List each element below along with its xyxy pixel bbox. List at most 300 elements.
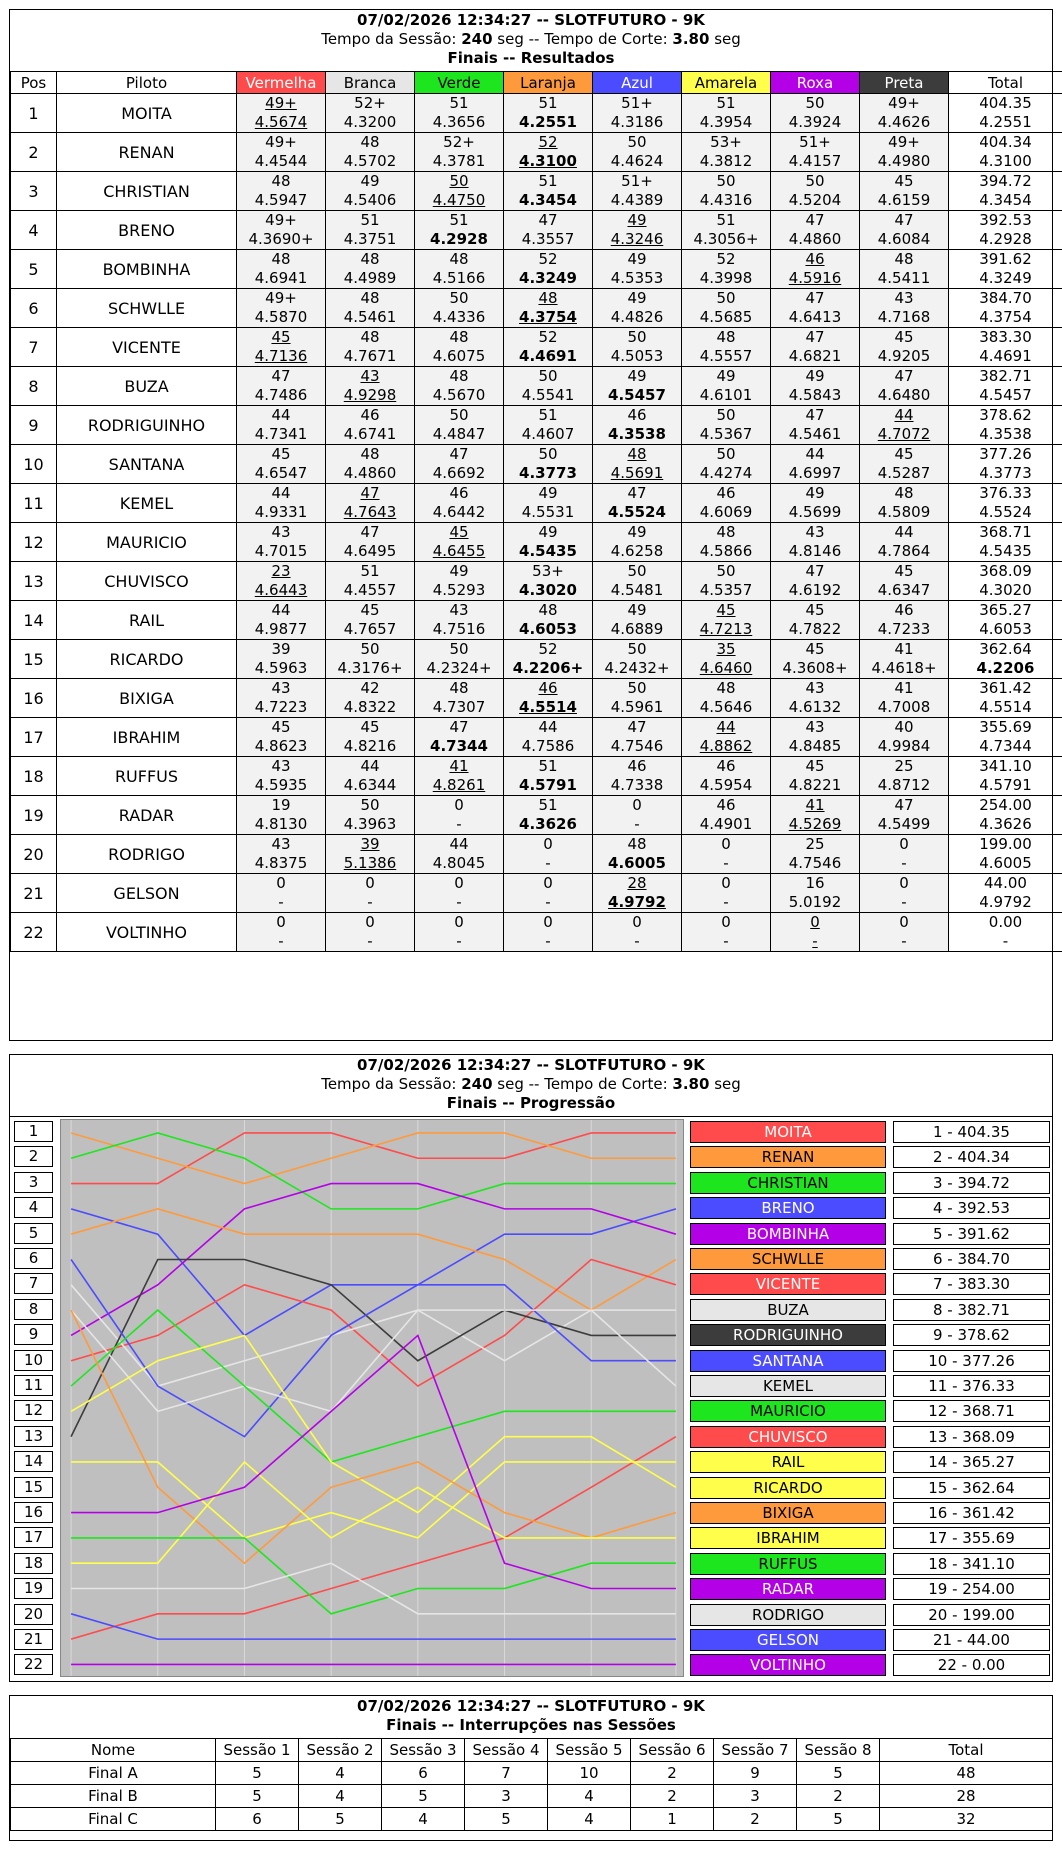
lane-cell [415, 406, 504, 445]
laps-value: 48 [716, 679, 736, 697]
lane-cell [237, 211, 326, 250]
best-lap-value: 4.4750 [432, 191, 486, 209]
laps-value: 51+ [621, 94, 653, 112]
best-lap-value: 4.6075 [432, 347, 486, 365]
total-cell [949, 328, 1062, 367]
total-cell [949, 718, 1062, 757]
lane-cell [860, 874, 949, 913]
best-lap-value: 4.4618+ [871, 659, 937, 677]
best-lap-value: 4.5053 [610, 347, 664, 365]
legend-score: 22 - 0.00 [893, 1654, 1050, 1676]
pos-cell: 16 [11, 679, 57, 718]
lane-cell [593, 250, 682, 289]
pos-cell: 6 [11, 289, 57, 328]
legend-score: 21 - 44.00 [893, 1629, 1050, 1651]
best-lap-value: 4.3020 [519, 581, 577, 599]
best-lap-value: 4.5699 [788, 503, 842, 521]
total-cell [949, 913, 1062, 952]
best-lap-value: 4.7072 [877, 425, 931, 443]
legend-pilot: SCHWLLE [690, 1248, 886, 1270]
total-cell [949, 796, 1062, 835]
total-cell [949, 640, 1062, 679]
legend-score: 3 - 394.72 [893, 1172, 1050, 1194]
best-lap-value: 4.4847 [432, 425, 486, 443]
laps-value: 0 [276, 913, 286, 931]
int-cell: 4 [382, 1808, 465, 1831]
legend-score: 12 - 368.71 [893, 1400, 1050, 1422]
lane-cell [415, 835, 504, 874]
best-lap-value: 4.7223 [254, 698, 308, 716]
laps-value: 51 [538, 406, 558, 424]
pilot-cell: RICARDO [57, 640, 237, 679]
lane-cell [326, 601, 415, 640]
lane-cell [326, 289, 415, 328]
legend-pilot: KEMEL [690, 1375, 886, 1397]
datetime: 07/02/2026 12:34:27 [357, 11, 532, 29]
pilot-cell: RADAR [57, 796, 237, 835]
progression-panel [9, 1054, 1053, 1682]
best-lap-value: 5.0192 [788, 893, 842, 911]
int-cell: 4 [299, 1762, 382, 1785]
lane-cell [326, 172, 415, 211]
best-lap-value: 4.5461 [788, 425, 842, 443]
best-lap-value: 4.5481 [610, 581, 664, 599]
best-lap-value: 4.7864 [877, 542, 931, 560]
lane-cell [771, 523, 860, 562]
total-best-lap: 4.3100 [979, 152, 1032, 170]
lane-cell [593, 562, 682, 601]
total-points: 404.34 [979, 133, 1032, 151]
pos-cell: 3 [11, 172, 57, 211]
laps-value: 47 [360, 523, 380, 541]
lane-cell [593, 835, 682, 874]
laps-value: 45 [805, 757, 825, 775]
total-best-lap: - [1002, 932, 1009, 950]
total-points: 199.00 [979, 835, 1032, 853]
table-row [11, 835, 1062, 874]
int-cell: 4 [548, 1808, 631, 1831]
pilot-cell: RENAN [57, 133, 237, 172]
best-lap-value: 4.7657 [343, 620, 397, 638]
best-lap-value: 4.3812 [699, 152, 753, 170]
lane-cell [415, 172, 504, 211]
total-best-lap: 4.2928 [979, 230, 1032, 248]
lane-cell [593, 523, 682, 562]
lane-cell [326, 718, 415, 757]
best-lap-value: - [367, 893, 373, 911]
lane-cell [682, 874, 771, 913]
lane-cell [860, 796, 949, 835]
lane-cell [771, 796, 860, 835]
lane-cell [593, 913, 682, 952]
table-row [11, 523, 1062, 562]
interruptions-subtitle: Interrupções nas Sessões [459, 1716, 676, 1734]
laps-value: 50 [449, 640, 469, 658]
position-label: 19 [14, 1578, 53, 1599]
lane-cell [771, 601, 860, 640]
lane-cell [771, 328, 860, 367]
total-best-lap: 4.7344 [979, 737, 1032, 755]
legend-pilot: BUZA [690, 1299, 886, 1321]
laps-value: 0 [454, 913, 464, 931]
laps-value: 51 [538, 796, 558, 814]
best-lap-value: 4.6132 [788, 698, 842, 716]
interruptions-header-row [11, 1739, 1053, 1762]
legend-score: 7 - 383.30 [893, 1273, 1050, 1295]
total-cell [949, 211, 1062, 250]
int-cell: 5 [797, 1762, 880, 1785]
best-lap-value: 4.7015 [254, 542, 308, 560]
lane-cell [237, 679, 326, 718]
lane-cell [593, 757, 682, 796]
laps-value: 48 [271, 250, 291, 268]
best-lap-value: 4.8623 [254, 737, 308, 755]
laps-value: 47 [805, 289, 825, 307]
pilot-cell: KEMEL [57, 484, 237, 523]
lane-cell [415, 796, 504, 835]
legend-pilot: BRENO [690, 1197, 886, 1219]
int-cell: 5 [465, 1808, 548, 1831]
total-best-lap: 4.3454 [979, 191, 1032, 209]
laps-value: 45 [894, 562, 914, 580]
total-best-lap: 4.6005 [979, 854, 1032, 872]
pilot-cell: SCHWLLE [57, 289, 237, 328]
laps-value: 50 [627, 562, 647, 580]
best-lap-value: 4.5961 [610, 698, 664, 716]
results-subtitle: Resultados [520, 49, 615, 67]
legend-score: 4 - 392.53 [893, 1197, 1050, 1219]
total-best-lap: 4.5435 [979, 542, 1032, 560]
best-lap-value: 4.6084 [877, 230, 931, 248]
lane-cell [860, 718, 949, 757]
pos-cell: 10 [11, 445, 57, 484]
lane-cell [237, 523, 326, 562]
int-cell: 5 [216, 1785, 299, 1808]
lane-cell [593, 328, 682, 367]
legend-score: 18 - 341.10 [893, 1553, 1050, 1575]
lane-cell [415, 523, 504, 562]
best-lap-value: 4.5435 [519, 542, 577, 560]
best-lap-value: - [723, 893, 729, 911]
laps-value: 45 [271, 445, 291, 463]
best-lap-value: 4.3781 [432, 152, 486, 170]
pilot-progress-line [71, 1614, 676, 1639]
laps-value: 49 [627, 250, 647, 268]
lane-cell [326, 367, 415, 406]
lane-cell [682, 757, 771, 796]
total-cell [949, 133, 1062, 172]
lane-cell [237, 406, 326, 445]
int-header-cell: Sessão 4 [465, 1739, 548, 1762]
best-lap-value: - [634, 815, 640, 833]
best-lap-value: 4.6192 [788, 581, 842, 599]
int-header-cell: Sessão 7 [714, 1739, 797, 1762]
lane-cell [682, 445, 771, 484]
int-cell: 3 [714, 1785, 797, 1808]
laps-value: 46 [360, 406, 380, 424]
pilot-cell: RODRIGO [57, 835, 237, 874]
lane-cell [682, 211, 771, 250]
total-cell [949, 757, 1062, 796]
pos-cell: 12 [11, 523, 57, 562]
legend-pilot: RODRIGO [690, 1604, 886, 1626]
laps-value: 49 [805, 484, 825, 502]
int-cell: 2 [631, 1785, 714, 1808]
pilot-progress-line [71, 1133, 676, 1184]
total-best-lap: 4.3754 [979, 308, 1032, 326]
lane-cell [415, 328, 504, 367]
total-points: 362.64 [979, 640, 1032, 658]
laps-value: 46 [538, 679, 558, 697]
laps-value: 50 [627, 133, 647, 151]
best-lap-value: 4.3249 [519, 269, 577, 287]
total-points: 254.00 [979, 796, 1032, 814]
best-lap-value: - [545, 932, 551, 950]
table-row [11, 406, 1062, 445]
laps-value: 47 [271, 367, 291, 385]
laps-value: 52+ [354, 94, 386, 112]
laps-value: 47 [538, 211, 558, 229]
lane-cell [860, 289, 949, 328]
lane-cell [771, 172, 860, 211]
total-points: 377.26 [979, 445, 1032, 463]
lane-cell [326, 562, 415, 601]
laps-value: 51 [538, 757, 558, 775]
lane-cell [771, 757, 860, 796]
lane-cell [415, 640, 504, 679]
lane-cell [504, 211, 593, 250]
lane-cell [237, 328, 326, 367]
laps-value: 44 [894, 406, 914, 424]
legend-score: 8 - 382.71 [893, 1299, 1050, 1321]
lane-cell [771, 445, 860, 484]
laps-value: 49 [716, 367, 736, 385]
lane-cell [860, 367, 949, 406]
best-lap-value: 4.4557 [343, 581, 397, 599]
total-best-lap: 4.9792 [979, 893, 1032, 911]
laps-value: 0 [365, 913, 375, 931]
total-points: 391.62 [979, 250, 1032, 268]
legend-score: 15 - 362.64 [893, 1477, 1050, 1499]
laps-value: 51 [538, 94, 558, 112]
results-header: 07/02/2026 12:34:27 -- SLOTFUTURO - 9K Tempo da Sessão: 240 seg -- Tempo de Corte: 3.80 seg Finais -- Resultados [321, 11, 741, 67]
lane-cell [326, 484, 415, 523]
position-label: 2 [14, 1146, 53, 1167]
best-lap-value: - [456, 893, 462, 911]
total-points: 383.30 [979, 328, 1032, 346]
lane-cell [682, 523, 771, 562]
int-header-cell: Sessão 8 [797, 1739, 880, 1762]
best-lap-value: 4.5457 [608, 386, 666, 404]
position-label: 12 [14, 1400, 53, 1421]
lane-cell [415, 133, 504, 172]
lane-cell [771, 250, 860, 289]
position-label: 20 [14, 1604, 53, 1625]
laps-value: 50 [716, 445, 736, 463]
laps-value: 0 [899, 913, 909, 931]
best-lap-value: 4.3176+ [337, 659, 403, 677]
best-lap-value: 4.8322 [343, 698, 397, 716]
lane-cell [415, 367, 504, 406]
col-pilot: Piloto [57, 72, 237, 94]
best-lap-value: 4.7136 [254, 347, 308, 365]
interruptions-header: 07/02/2026 12:34:27 -- SLOTFUTURO - 9K Finais -- Interrupções nas Sessões [357, 1697, 705, 1734]
best-lap-value: 4.5935 [254, 776, 308, 794]
lane-cell [682, 94, 771, 133]
best-lap-value: 4.4389 [610, 191, 664, 209]
lane-cell [504, 835, 593, 874]
laps-value: 44 [271, 406, 291, 424]
best-lap-value: 4.8146 [788, 542, 842, 560]
laps-value: 0 [632, 913, 642, 931]
laps-value: 49 [627, 289, 647, 307]
legend-score: 13 - 368.09 [893, 1426, 1050, 1448]
laps-value: 45 [894, 445, 914, 463]
laps-value: 39 [271, 640, 291, 658]
total-points: 368.71 [979, 523, 1032, 541]
table-row [11, 913, 1062, 952]
best-lap-value: - [367, 932, 373, 950]
best-lap-value: 4.8485 [788, 737, 842, 755]
legend-pilot: MAURICIO [690, 1400, 886, 1422]
laps-value: 49+ [265, 211, 297, 229]
best-lap-value: 4.5514 [519, 698, 577, 716]
best-lap-value: 4.2928 [430, 230, 488, 248]
int-cell: Final A [11, 1762, 216, 1785]
lane-cell [415, 718, 504, 757]
lane-cell [593, 679, 682, 718]
best-lap-value: 4.3626 [519, 815, 577, 833]
best-lap-value: 4.5461 [343, 308, 397, 326]
total-best-lap: 4.3020 [979, 581, 1032, 599]
laps-value: 48 [449, 250, 469, 268]
legend-pilot: IBRAHIM [690, 1527, 886, 1549]
pilot-cell: RODRIGUINHO [57, 406, 237, 445]
laps-value: 49 [449, 562, 469, 580]
table-row [11, 874, 1062, 913]
best-lap-value: 4.6495 [343, 542, 397, 560]
laps-value: 51+ [799, 133, 831, 151]
laps-value: 43 [805, 523, 825, 541]
position-label: 18 [14, 1553, 53, 1574]
lane-cell [326, 211, 415, 250]
lane-cell [504, 640, 593, 679]
lane-cell [504, 328, 593, 367]
best-lap-value: 4.7822 [788, 620, 842, 638]
laps-value: 16 [805, 874, 825, 892]
laps-value: 49+ [888, 133, 920, 151]
total-best-lap: 4.6053 [979, 620, 1032, 638]
lane-cell [415, 913, 504, 952]
total-points: 392.53 [979, 211, 1032, 229]
position-label: 10 [14, 1350, 53, 1371]
laps-value: 45 [894, 172, 914, 190]
best-lap-value: 4.5353 [610, 269, 664, 287]
best-lap-value: 4.5524 [608, 503, 666, 521]
col-pos: Pos [11, 72, 57, 94]
best-lap-value: 4.5870 [254, 308, 308, 326]
lane-cell [237, 562, 326, 601]
lane-cell [682, 289, 771, 328]
pilot-cell: BUZA [57, 367, 237, 406]
laps-value: 50 [805, 94, 825, 112]
best-lap-value: 4.3998 [699, 269, 753, 287]
legend-pilot: GELSON [690, 1629, 886, 1651]
best-lap-value: 4.4989 [343, 269, 397, 287]
laps-value: 43 [805, 679, 825, 697]
total-best-lap: 4.4691 [979, 347, 1032, 365]
best-lap-value: 4.5670 [432, 386, 486, 404]
total-points: 404.35 [979, 94, 1032, 112]
laps-value: 48 [538, 601, 558, 619]
laps-value: 0 [721, 835, 731, 853]
laps-value: 47 [894, 367, 914, 385]
laps-value: 25 [805, 835, 825, 853]
legend-pilot: BIXIGA [690, 1502, 886, 1524]
laps-value: 0 [810, 913, 820, 931]
laps-value: 45 [805, 601, 825, 619]
laps-value: 49 [627, 523, 647, 541]
lane-cell [326, 913, 415, 952]
best-lap-value: 4.4826 [610, 308, 664, 326]
best-lap-value: 4.5406 [343, 191, 397, 209]
lane-cell [237, 601, 326, 640]
best-lap-value: 4.5674 [254, 113, 308, 131]
total-cell [949, 484, 1062, 523]
best-lap-value: 4.5947 [254, 191, 308, 209]
laps-value: 49 [627, 367, 647, 385]
laps-value: 49+ [265, 133, 297, 151]
laps-value: 50 [538, 367, 558, 385]
total-best-lap: 4.2551 [979, 113, 1032, 131]
laps-value: 49 [538, 523, 558, 541]
laps-value: 47 [360, 484, 380, 502]
int-cell: 5 [299, 1808, 382, 1831]
best-lap-value: 4.7344 [430, 737, 488, 755]
best-lap-value: 4.6692 [432, 464, 486, 482]
best-lap-value: 4.9877 [254, 620, 308, 638]
best-lap-value: 4.3557 [521, 230, 575, 248]
pilot-cell: RUFFUS [57, 757, 237, 796]
best-lap-value: 4.5293 [432, 581, 486, 599]
legend-score: 5 - 391.62 [893, 1223, 1050, 1245]
laps-value: 50 [449, 289, 469, 307]
col-lane-0: Vermelha [237, 72, 326, 94]
best-lap-value: 4.2551 [519, 113, 577, 131]
table-row [11, 484, 1062, 523]
laps-value: 50 [716, 172, 736, 190]
laps-value: 48 [627, 445, 647, 463]
best-lap-value: - [456, 932, 462, 950]
best-lap-value: 4.9331 [254, 503, 308, 521]
laps-value: 44 [805, 445, 825, 463]
int-header-cell: Sessão 2 [299, 1739, 382, 1762]
pilot-cell: SANTANA [57, 445, 237, 484]
table-row [11, 445, 1062, 484]
lane-cell [504, 679, 593, 718]
lane-cell [593, 601, 682, 640]
laps-value: 46 [716, 757, 736, 775]
total-best-lap: 4.3773 [979, 464, 1032, 482]
position-label: 15 [14, 1477, 53, 1498]
progression-plot [60, 1119, 684, 1677]
laps-value: 47 [805, 562, 825, 580]
best-lap-value: 4.5691 [610, 464, 664, 482]
total-cell [949, 289, 1062, 328]
total-points: 382.71 [979, 367, 1032, 385]
laps-value: 45 [449, 523, 469, 541]
lane-cell [682, 718, 771, 757]
